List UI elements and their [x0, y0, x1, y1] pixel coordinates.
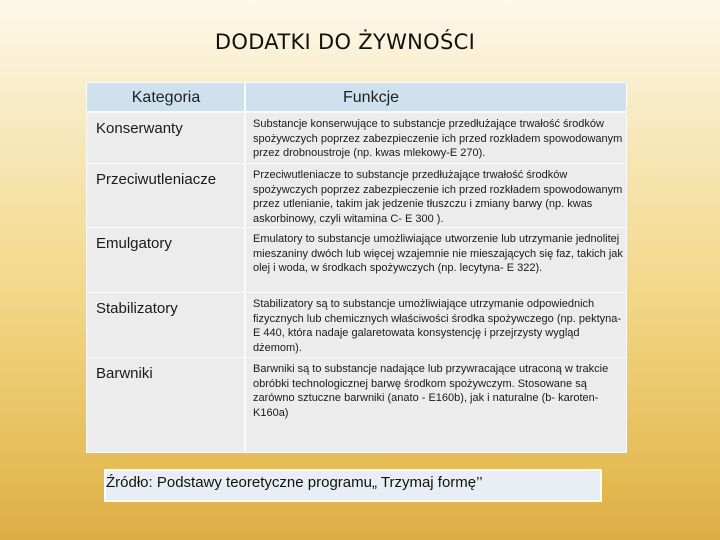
page-title: DODATKI DO ŻYWNOŚCI [214, 30, 476, 54]
table-header [87, 83, 626, 113]
function-cell: Stabilizatory są to substancje umożliwiające utrzymanie odpowiednich fizycznych lub chemicznych właściwości środka spożywczego (np. pektyna- E 440, która nadaje galaretowata konsystencję i przejrzysty wygląd dżemom). [253, 298, 622, 354]
category-cell: Emulgatory [96, 235, 172, 252]
table-row [87, 227, 626, 293]
category-cell: Stabilizatory [96, 300, 178, 317]
function-cell: Substancje konserwujące to substancje przedłużające trwałość środków spożywczych poprzez zabezpieczenie ich przed rozkładem spowodowanym przez drobnoustroje (np. kwas mlekowy-E 270). [253, 118, 623, 159]
category-cell: Konserwanty [96, 120, 183, 137]
category-cell: Przeciwutleniacze [96, 171, 217, 188]
table-row [87, 163, 626, 228]
function-cell: Przeciwutleniacze to substancje przedłużające trwałość środków spożywczych poprzez zabezpieczenie ich przed rozkładem spowodowanym przez utlenianie, takim jak jedzenie tłuszczu i zmiany barwy (np. kwas askorbinowy, czyli witamina C- E 300 ). [253, 169, 623, 225]
header-function: Funkcje [343, 89, 400, 106]
table-row [87, 292, 626, 358]
table-row [87, 357, 626, 453]
table-row [87, 113, 626, 163]
function-cell: Barwniki są to substancje nadające lub przywracające utraconą w trakcie obróbki technologicznej barwę środkom spożywczym. Stosowane są zarówno sztuczne barwniki (anato - E160b), jak i naturalne (b- karoten- K160a) [253, 363, 609, 419]
function-cell: Emulatory to substancje umożliwiające utworzenie lub utrzymanie jednolitej mieszaniny dwóch lub więcej wzajemnie nie mieszających się faz, takich jak olej i woda, w środkach spożywczych (np. lecytyna- E 322). [253, 233, 623, 274]
category-cell: Barwniki [96, 365, 153, 382]
source-citation: Źródło: Podstawy teoretyczne programu„ Trzymaj formę’’ [106, 474, 483, 491]
source-box [104, 469, 602, 502]
header-category: Kategoria [131, 89, 201, 106]
additives-table [86, 82, 627, 453]
